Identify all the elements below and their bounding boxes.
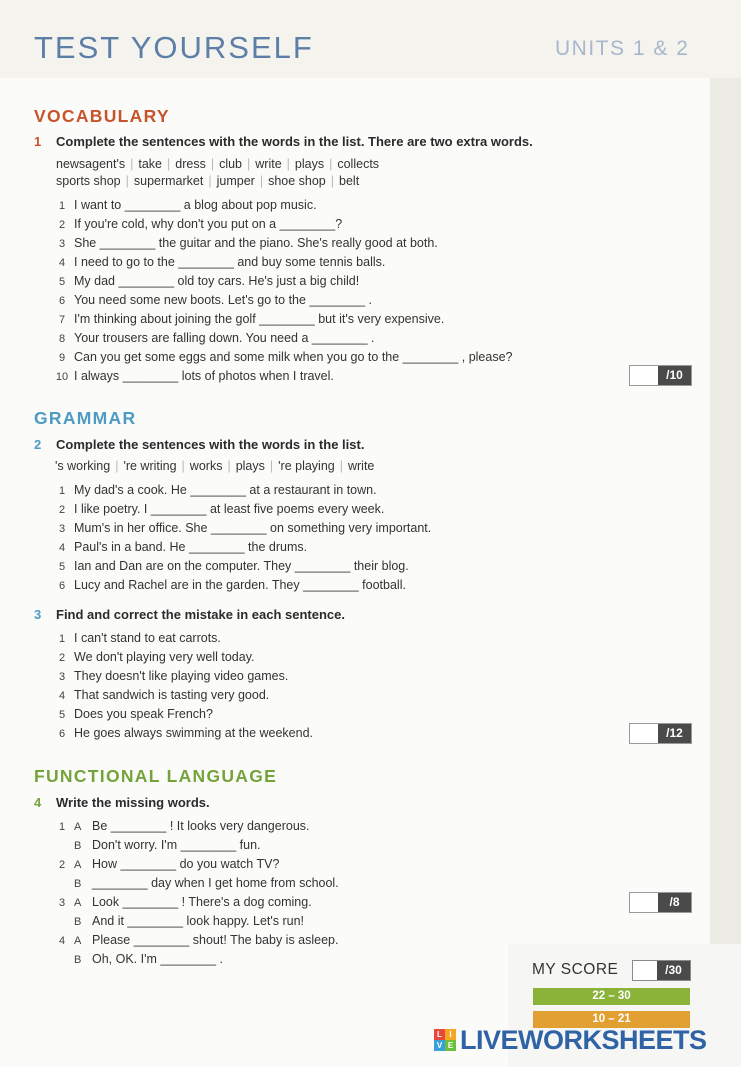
word-separator: | <box>130 157 134 171</box>
item-text: She ________ the guitar and the piano. She's really good at both. <box>74 236 438 250</box>
item-number: 5 <box>58 561 66 573</box>
word-separator: | <box>227 459 231 473</box>
exercise-1-items <box>50 196 512 386</box>
item-text: I want to ________ a blog about pop music. <box>74 198 317 212</box>
item-text: I can't stand to eat carrots. <box>74 631 221 645</box>
exercise-4-instruction <box>34 795 210 810</box>
word-list-line-2 <box>56 174 359 188</box>
item-number: 4 <box>58 542 66 554</box>
item-text: Does you speak French? <box>74 707 213 721</box>
item-number: 10 <box>55 371 69 383</box>
word-list-line-1 <box>56 157 379 171</box>
word-separator: | <box>181 459 185 473</box>
exercise-item <box>50 196 512 215</box>
item-text: I always ________ lots of photos when I travel. <box>74 369 334 383</box>
item-text: Please ________ shout! The baby is asleep. <box>92 933 339 947</box>
item-number: 6 <box>58 295 66 307</box>
word-list-item: write <box>347 459 375 473</box>
exercise-item <box>50 291 512 310</box>
dialogue-line <box>50 912 339 931</box>
item-number: 6 <box>58 728 66 740</box>
exercise-item <box>50 348 512 367</box>
item-text: Mum's in her office. She ________ on something very important. <box>74 521 432 535</box>
exercise-item <box>50 519 431 538</box>
dialogue-line <box>50 950 339 969</box>
item-text: He goes always swimming at the weekend. <box>74 726 314 740</box>
score-input[interactable] <box>630 366 658 385</box>
score-input[interactable] <box>630 893 658 912</box>
item-text: Don't worry. I'm ________ fun. <box>92 838 261 852</box>
item-text: That sandwich is tasting very good. <box>74 688 270 702</box>
exercise-item <box>50 667 313 686</box>
score-box-exercise-1 <box>629 365 692 386</box>
dialogue-line <box>50 855 339 874</box>
score-box-functional <box>629 892 692 913</box>
my-score-input[interactable] <box>633 961 657 980</box>
exercise-number: 2 <box>34 437 42 452</box>
word-list-item: shoe shop <box>268 174 326 188</box>
speaker-label: A <box>74 935 82 947</box>
word-list-item: newsagent's <box>56 157 126 171</box>
word-separator: | <box>329 157 333 171</box>
speaker-label: B <box>74 840 82 852</box>
exercise-item <box>50 253 512 272</box>
item-number: 3 <box>58 238 66 250</box>
item-text: You need some new boots. Let's go to the ________ . <box>74 293 372 307</box>
exercise-item <box>50 686 313 705</box>
grammar-heading: GRAMMAR <box>34 408 137 428</box>
word-list-item: write <box>255 157 282 171</box>
my-score-box <box>632 960 691 981</box>
page-edge <box>710 78 741 1067</box>
score-total: /8 <box>658 893 691 912</box>
vocabulary-heading: VOCABULARY <box>34 106 170 126</box>
dialogue-line <box>50 817 339 836</box>
item-text: I'm thinking about joining the golf ________ but it's very expensive. <box>74 312 445 326</box>
item-text: I like poetry. I ________ at least five poems every week. <box>74 502 385 516</box>
item-text: Oh, OK. I'm ________ . <box>92 952 223 966</box>
exercise-1-instruction <box>34 134 533 149</box>
word-separator: | <box>125 174 129 188</box>
word-separator: | <box>339 459 343 473</box>
item-text: My dad ________ old toy cars. He's just a big child! <box>74 274 360 288</box>
item-text: Look ________ ! There's a dog coming. <box>92 895 312 909</box>
exercise-number: 3 <box>34 607 42 622</box>
item-number: 5 <box>58 276 66 288</box>
speaker-label: A <box>74 859 82 871</box>
exercise-item <box>50 234 512 253</box>
exercise-item <box>50 724 313 743</box>
exercise-item <box>50 538 431 557</box>
exercise-item <box>50 576 431 595</box>
item-number: 7 <box>58 314 66 326</box>
dialogue-line <box>50 893 339 912</box>
exercise-item <box>50 310 512 329</box>
exercise-item <box>50 629 313 648</box>
exercise-item <box>50 329 512 348</box>
word-list-item: take <box>138 157 162 171</box>
word-list-grammar <box>55 459 374 473</box>
exercise-item <box>50 367 512 386</box>
item-text: Your trousers are falling down. You need a ________ . <box>74 331 375 345</box>
score-input[interactable] <box>630 724 658 743</box>
exercise-3-items <box>50 629 313 743</box>
word-separator: | <box>330 174 335 188</box>
speaker-label: B <box>74 878 82 890</box>
word-list-item: 're writing <box>123 459 177 473</box>
item-text: And it ________ look happy. Let's run! <box>92 914 305 928</box>
score-total: /12 <box>658 724 691 743</box>
item-text: ________ day when I get home from school. <box>92 876 339 890</box>
item-text: Lucy and Rachel are in the garden. They ________ football. <box>74 578 406 592</box>
speaker-label: A <box>74 821 82 833</box>
word-list-item: sports shop <box>56 174 121 188</box>
item-text: If you're cold, why don't you put on a ________? <box>74 217 343 231</box>
word-separator: | <box>247 157 251 171</box>
word-separator: | <box>269 459 274 473</box>
item-number: 4 <box>58 690 66 702</box>
word-list-item: belt <box>339 174 360 188</box>
word-list-item: club <box>219 157 243 171</box>
functional-language-heading: FUNCTIONAL LANGUAGE <box>34 766 278 786</box>
item-text: Paul's in a band. He ________ the drums. <box>74 540 308 554</box>
score-total: /10 <box>658 366 691 385</box>
word-list-item: 's working <box>55 459 111 473</box>
instruction-text: Write the missing words. <box>56 795 210 810</box>
speaker-label: B <box>74 916 82 928</box>
dialogue-line <box>50 931 339 950</box>
item-text: How ________ do you watch TV? <box>92 857 280 871</box>
exercise-item <box>50 500 431 519</box>
dialogue-line <box>50 836 339 855</box>
liveworksheets-watermark <box>434 1026 707 1054</box>
item-number: 9 <box>58 352 66 364</box>
item-number: 4 <box>58 257 66 269</box>
exercise-item <box>50 481 431 500</box>
item-text: Can you get some eggs and some milk when you go to the ________ , please? <box>74 350 513 364</box>
exercise-item <box>50 215 512 234</box>
word-list-item: collects <box>337 157 380 171</box>
instruction-text: Complete the sentences with the words in the list. <box>56 437 365 452</box>
item-number: 1 <box>58 200 66 212</box>
item-number: 2 <box>58 219 66 231</box>
item-number: 6 <box>58 580 66 592</box>
item-text: Ian and Dan are on the computer. They ________ their blog. <box>74 559 409 573</box>
word-separator: | <box>208 174 212 188</box>
score-band-high: 22 – 30 <box>533 988 690 1005</box>
item-text: My dad's a cook. He ________ at a restaurant in town. <box>74 483 377 497</box>
score-band-mid: 10 – 21 <box>533 1011 690 1028</box>
exercise-number: 1 <box>34 134 42 149</box>
word-separator: | <box>286 157 290 171</box>
my-score-label: MY SCORE <box>532 961 619 978</box>
item-number: 5 <box>58 709 66 721</box>
word-list-item: supermarket <box>133 174 204 188</box>
word-list-item: 're playing <box>278 459 335 473</box>
word-separator: | <box>259 174 264 188</box>
item-number: 1 <box>58 821 66 833</box>
item-text: Be ________ ! It looks very dangerous. <box>92 819 310 833</box>
dialogue-line <box>50 874 339 893</box>
exercise-2-items <box>50 481 431 595</box>
item-number: 2 <box>58 652 66 664</box>
instruction-text: Find and correct the mistake in each sentence. <box>56 607 345 622</box>
exercise-item <box>50 272 512 291</box>
item-text: They doesn't like playing video games. <box>74 669 289 683</box>
word-list-item: jumper <box>216 174 255 188</box>
word-list-item: works <box>189 459 223 473</box>
item-number: 8 <box>58 333 66 345</box>
word-list-item: plays <box>294 157 325 171</box>
speaker-label: B <box>74 954 82 966</box>
exercise-4-dialogues <box>50 817 339 969</box>
word-separator: | <box>167 157 171 171</box>
exercise-2-instruction <box>34 437 364 452</box>
item-number: 4 <box>58 935 66 947</box>
exercise-item <box>50 705 313 724</box>
item-text: We don't playing very well today. <box>74 650 255 664</box>
word-separator: | <box>115 459 119 473</box>
item-number: 2 <box>58 504 66 516</box>
page-title: TEST YOURSELF <box>34 30 314 65</box>
item-number: 1 <box>58 485 66 497</box>
word-list-item: dress <box>175 157 206 171</box>
units-label: UNITS 1 & 2 <box>555 37 690 60</box>
exercise-number: 4 <box>34 795 42 810</box>
exercise-3-instruction <box>34 607 345 622</box>
exercise-item <box>50 648 313 667</box>
liveworksheets-logo-icon: L I V E <box>434 1029 456 1051</box>
liveworksheets-text: LIVEWORKSHEETS <box>460 1024 707 1055</box>
item-number: 3 <box>58 671 66 683</box>
item-number: 1 <box>58 633 66 645</box>
word-list-item: plays <box>235 459 265 473</box>
instruction-text: Complete the sentences with the words in the list. There are two extra words. <box>56 134 533 149</box>
speaker-label: A <box>74 897 82 909</box>
item-number: 2 <box>58 859 66 871</box>
item-text: I need to go to the ________ and buy some tennis balls. <box>74 255 386 269</box>
item-number: 3 <box>58 523 66 535</box>
exercise-item <box>50 557 431 576</box>
word-separator: | <box>210 157 215 171</box>
my-score-total: /30 <box>657 961 690 980</box>
item-number: 3 <box>58 897 66 909</box>
score-box-grammar <box>629 723 692 744</box>
